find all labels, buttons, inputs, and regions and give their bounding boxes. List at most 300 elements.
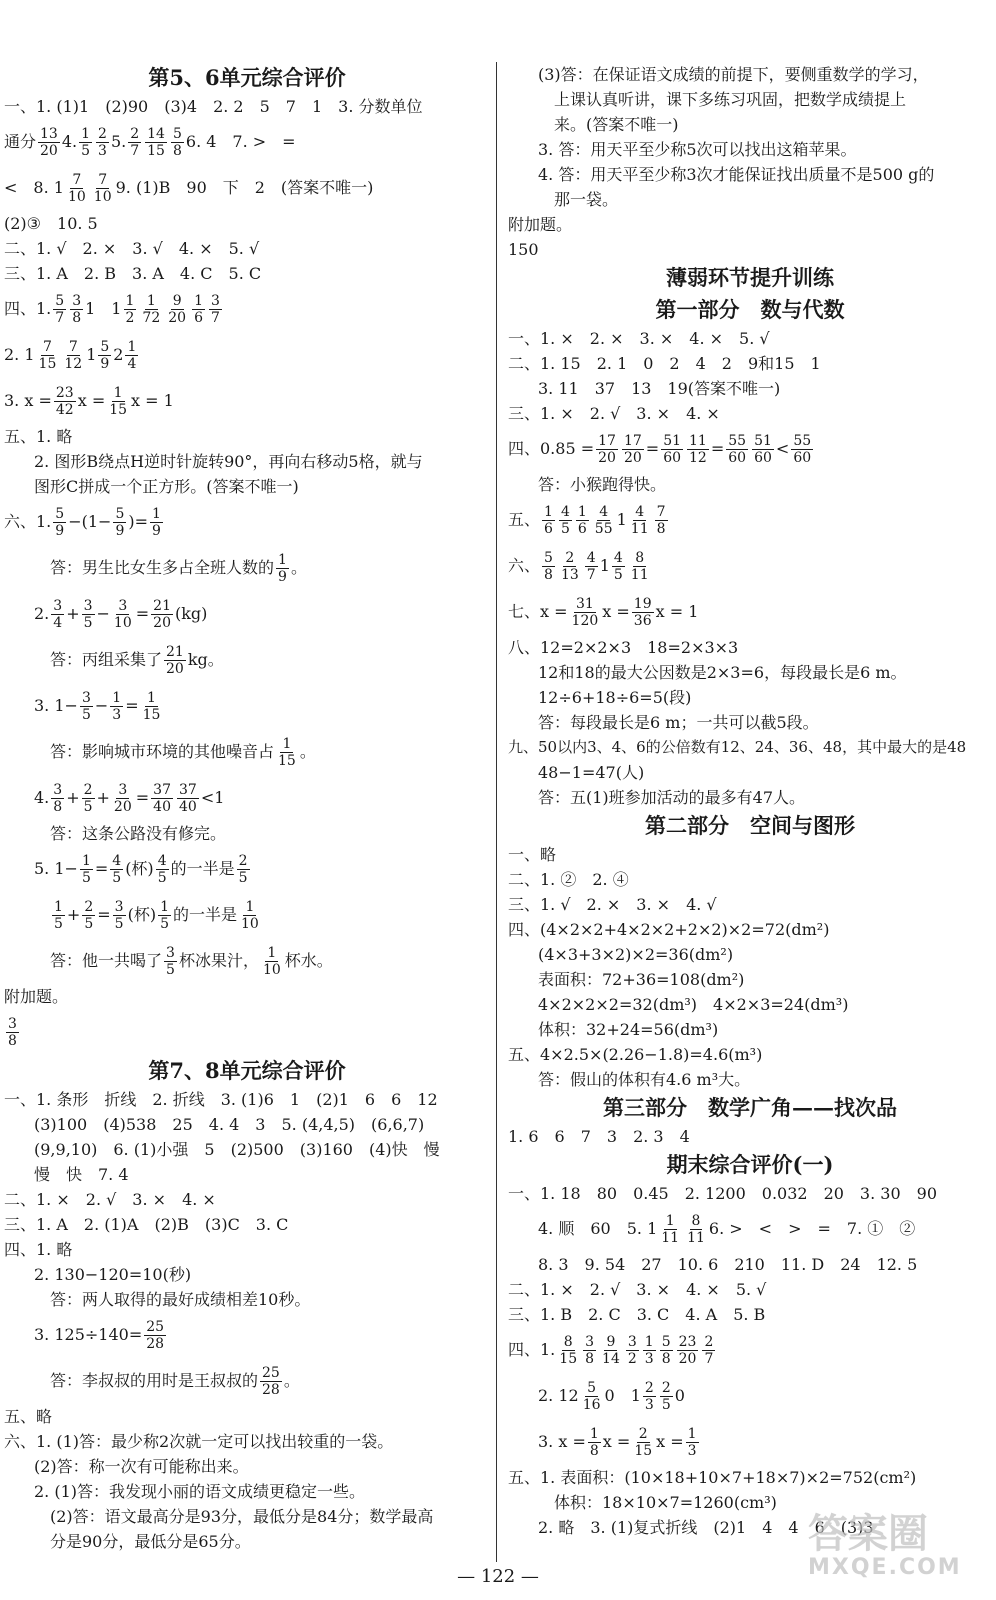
- fraction: [156, 853, 169, 886]
- fraction: [643, 1380, 656, 1413]
- fraction: [643, 1334, 656, 1367]
- denominator: 8: [53, 798, 63, 815]
- answer-text: 0: [674, 1386, 685, 1405]
- answer-line: 图形C拼成一个正方形。(答案不唯一): [34, 477, 299, 496]
- answer-text: 4.: [61, 132, 78, 151]
- numerator: 55: [728, 432, 747, 449]
- answer-line: 分是90分，最低分是65分。: [50, 1532, 251, 1551]
- denominator: 5: [84, 915, 94, 932]
- answer-text: 的一半是: [173, 905, 238, 924]
- numerator: 2: [130, 125, 140, 142]
- numerator: 2: [644, 1379, 654, 1396]
- numerator: 5: [172, 125, 182, 142]
- answer-line: [4, 729, 490, 775]
- answer-line: [4, 332, 490, 378]
- denominator: 5: [560, 520, 570, 537]
- answer-text: <1: [200, 788, 225, 807]
- fraction: [585, 550, 598, 583]
- fraction: [110, 690, 123, 723]
- answer-text: 七、x =: [508, 602, 568, 621]
- numerator: 4: [112, 852, 122, 869]
- numerator: 13: [40, 125, 58, 142]
- denominator: 20: [623, 449, 642, 466]
- answer-line: 答：这条公路没有修完。: [50, 824, 227, 843]
- answer-line: 表面积：72+36=108(dm²): [538, 970, 745, 989]
- fraction: [51, 782, 64, 815]
- denominator: 9: [100, 355, 110, 372]
- denominator: 28: [262, 1381, 280, 1398]
- section-subtitle: 第一部分 数与代数: [655, 297, 845, 322]
- denominator: 4: [53, 614, 63, 631]
- numerator: 14: [147, 125, 165, 142]
- numerator: 19: [633, 595, 652, 612]
- answer-line: 三、1. A 2. B 3. A 4. C 5. C: [4, 264, 262, 283]
- answer-text: 0 1: [604, 1386, 641, 1405]
- watermark-url: MXQE.COM: [808, 1555, 962, 1580]
- denominator: 20: [678, 1350, 697, 1367]
- answer-line: [508, 1419, 992, 1465]
- denominator: 40: [153, 798, 171, 815]
- answer-text: 1: [616, 510, 627, 529]
- answer-text: 6. 4 7. > =: [185, 132, 296, 151]
- page-number: — 122 —: [457, 1566, 539, 1587]
- denominator: 9: [278, 568, 287, 585]
- answer-line: [4, 846, 490, 892]
- numerator: 51: [663, 432, 682, 449]
- fraction: [632, 1426, 654, 1459]
- numerator: 7: [72, 171, 82, 188]
- answer-text: 3. x =: [4, 391, 52, 410]
- numerator: 2: [84, 898, 94, 915]
- numerator: 11: [689, 432, 707, 449]
- answer-text: x =: [602, 602, 630, 621]
- answer-line: [4, 165, 490, 211]
- denominator: 6: [577, 520, 587, 537]
- fraction: [581, 1380, 603, 1413]
- fraction: [52, 899, 65, 932]
- denominator: 8: [585, 1350, 595, 1367]
- answer-line: (2)③ 10. 5: [4, 214, 98, 233]
- section-title: 第二部分 空间与图形: [645, 813, 855, 838]
- denominator: 3: [644, 1350, 654, 1367]
- denominator: 5: [613, 566, 623, 583]
- denominator: 12: [689, 449, 707, 466]
- fraction: [140, 293, 162, 326]
- fraction: [702, 1334, 715, 1367]
- answer-line: 一、1. 18 80 0.45 2. 1200 0.032 20 3. 30 90: [508, 1184, 938, 1203]
- fraction: [158, 899, 171, 932]
- denominator: 7: [704, 1350, 714, 1367]
- denominator: 11: [661, 1229, 680, 1246]
- answer-text: x =: [656, 1432, 684, 1451]
- numerator: 7: [656, 503, 666, 520]
- numerator: 5: [115, 505, 125, 522]
- fraction: [80, 690, 93, 723]
- numerator: 1: [194, 292, 203, 309]
- numerator: 2: [638, 1425, 648, 1442]
- answer-text: 6. > < > = 7. ① ②: [708, 1219, 916, 1238]
- numerator: 4: [157, 852, 167, 869]
- answer-line: 3. 11 37 13 19(答案不唯一): [538, 379, 781, 398]
- answer-text: =: [135, 788, 150, 807]
- numerator: 5: [55, 292, 65, 309]
- section-title: 第三部分 数学广角——找次品: [603, 1095, 897, 1120]
- numerator: 1: [278, 551, 287, 568]
- watermark-logo: [808, 1512, 978, 1586]
- answer-line: 体积：18×10×7=1260(cm³): [554, 1493, 777, 1512]
- answer-text: kg。: [187, 650, 224, 669]
- fraction: [98, 339, 111, 372]
- denominator: 60: [663, 449, 682, 466]
- denominator: 72: [142, 309, 161, 326]
- answer-text: 1: [599, 556, 610, 575]
- fraction: [583, 1334, 596, 1367]
- denominator: 16: [582, 1396, 601, 1413]
- answer-line: 三、1. √ 2. × 3. × 4. √: [508, 895, 717, 914]
- denominator: 5: [661, 1396, 671, 1413]
- answer-text: 1 1: [85, 299, 122, 318]
- numerator: 2: [704, 1333, 714, 1350]
- fraction: [96, 126, 109, 159]
- answer-text: −(1−: [68, 512, 112, 531]
- numerator: 1: [245, 898, 255, 915]
- denominator: 5: [81, 142, 91, 159]
- fraction: [622, 433, 644, 466]
- fraction: [752, 433, 774, 466]
- answer-line: [4, 1312, 490, 1358]
- answer-line: 2. 略 3. (1)复式折线 (2)1 4 4 6 (3)3: [538, 1518, 874, 1537]
- numerator: 1: [160, 898, 169, 915]
- denominator: 8: [656, 520, 666, 537]
- answer-text: 四、1.: [508, 1340, 556, 1359]
- fraction: [612, 550, 625, 583]
- column-divider: [496, 62, 497, 1562]
- answer-line: 1. 6 6 7 3 2. 3 4: [508, 1127, 690, 1146]
- answer-line: [508, 426, 992, 472]
- numerator: 3: [53, 781, 63, 798]
- answer-text: 2: [113, 345, 124, 364]
- answer-line: 附加题。: [4, 987, 69, 1006]
- fraction: [660, 1334, 673, 1367]
- denominator: 8: [661, 1350, 671, 1367]
- answer-text: 3. 125÷140=: [34, 1325, 143, 1344]
- answer-text: 六、1.: [4, 512, 52, 531]
- answer-text: 1: [86, 345, 97, 364]
- answer-line: 2. 130−120=10(秒): [34, 1265, 192, 1284]
- numerator: 17: [598, 432, 616, 449]
- right-column: [508, 62, 992, 1540]
- denominator: 120: [571, 612, 599, 629]
- fraction: [570, 596, 601, 629]
- denominator: 3: [98, 142, 107, 159]
- numerator: 25: [146, 1318, 165, 1335]
- denominator: 42: [55, 401, 74, 418]
- denominator: 15: [38, 355, 57, 372]
- watermark-text: 答案圈: [808, 1511, 928, 1557]
- numerator: 2: [565, 549, 575, 566]
- answer-line: [4, 499, 490, 545]
- numerator: 37: [178, 781, 197, 798]
- fraction: [192, 293, 205, 326]
- answer-line: 8. 3 9. 54 27 10. 6 210 11. D 24 12. 5: [538, 1255, 918, 1274]
- numerator: 3: [53, 597, 63, 614]
- answer-line: 那一袋。: [554, 190, 619, 209]
- fraction: [144, 1319, 166, 1352]
- denominator: 2: [627, 1350, 637, 1367]
- answer-text: 2. 1: [4, 345, 35, 364]
- denominator: 36: [633, 612, 652, 629]
- answer-text: +: [66, 788, 80, 807]
- section-title: 第5、6单元综合评价: [148, 65, 346, 90]
- denominator: 13: [560, 566, 579, 583]
- fraction: [209, 293, 222, 326]
- denominator: 20: [598, 449, 616, 466]
- fraction: [166, 293, 188, 326]
- answer-line: (9,9,10) 6. (1)小强 5 (2)500 (3)160 (4)快 慢: [34, 1140, 440, 1159]
- answer-text: 5. 1−: [34, 859, 78, 878]
- fraction: [726, 433, 748, 466]
- numerator: 3: [118, 781, 128, 798]
- answer-line: 三、1. B 2. C 3. C 4. A 5. B: [508, 1305, 766, 1324]
- denominator: 20: [168, 309, 187, 326]
- denominator: 15: [142, 706, 161, 723]
- fraction: [54, 385, 76, 418]
- denominator: 15: [634, 1442, 653, 1459]
- numerator: 3: [118, 597, 128, 614]
- denominator: 15: [109, 401, 128, 418]
- fraction: [110, 853, 123, 886]
- fraction: [80, 853, 93, 886]
- fraction: [626, 1334, 639, 1367]
- denominator: 11: [687, 1229, 705, 1246]
- numerator: 21: [153, 597, 171, 614]
- answer-line: (2)答：称一次有可能称出来。: [34, 1457, 249, 1476]
- denominator: 10: [93, 188, 112, 205]
- answer-line: 48−1=47(人): [538, 763, 645, 782]
- denominator: 10: [241, 915, 259, 932]
- numerator: 8: [563, 1333, 573, 1350]
- denominator: 15: [559, 1350, 578, 1367]
- denominator: 10: [262, 961, 281, 978]
- denominator: 55: [594, 520, 613, 537]
- answer-line: [4, 545, 490, 591]
- denominator: 3: [644, 1396, 654, 1413]
- answer-text: 9. (1)B 90 下 2 (答案不唯一): [115, 178, 374, 197]
- numerator: 4: [599, 503, 609, 520]
- denominator: 60: [754, 449, 772, 466]
- answer-line: 答：小猴跑得快。: [538, 475, 667, 494]
- fraction: [128, 126, 141, 159]
- denominator: 14: [602, 1350, 620, 1367]
- denominator: 8: [8, 1032, 17, 1049]
- answer-text: < 8. 1: [4, 178, 64, 197]
- fraction: [632, 596, 654, 629]
- answer-text: 杯水。: [284, 951, 333, 970]
- fraction: [593, 504, 615, 537]
- answer-line: [4, 892, 490, 938]
- numerator: 1: [54, 898, 63, 915]
- section-title: 薄弱环节提升训练: [666, 265, 834, 290]
- denominator: 8: [72, 309, 82, 326]
- answer-line: 3. 答：用天平至少称5次可以找出这箱苹果。: [538, 140, 857, 159]
- numerator: 23: [55, 384, 74, 401]
- answer-line: 来。(答案不唯一): [554, 115, 679, 134]
- answer-text: 答：丙组采集了: [50, 650, 163, 669]
- answer-text: 答：他一共喝了: [50, 951, 163, 970]
- denominator: 60: [728, 449, 747, 466]
- fraction: [177, 782, 199, 815]
- fraction: [125, 339, 138, 372]
- denominator: 11: [630, 520, 649, 537]
- denominator: 9: [115, 522, 125, 539]
- answer-line: 五、4×2.5×(2.26−1.8)=4.6(m³): [508, 1045, 763, 1064]
- numerator: 31: [575, 595, 594, 612]
- answer-line: 五、1. 略: [4, 427, 73, 446]
- answer-line: [4, 286, 490, 332]
- answer-line: 4×2×2×2=32(dm³) 4×2×3=24(dm³): [538, 995, 849, 1014]
- fraction: [791, 433, 813, 466]
- answer-line: [508, 1206, 992, 1252]
- answer-line: 六、1. (1)答：最少称2次就一定可以找出较重的一袋。: [4, 1432, 394, 1451]
- answer-text: −: [96, 604, 110, 623]
- numerator: 7: [42, 338, 52, 355]
- denominator: 7: [130, 142, 140, 159]
- answer-text: 3. 1−: [34, 696, 78, 715]
- fraction: [62, 339, 84, 372]
- answer-text: x = 1: [655, 602, 699, 621]
- answer-line: 答：假山的体积有4.6 m³大。: [538, 1070, 751, 1089]
- answer-line: 4. 答：用天平至少称3次才能保证找出质量不是500 g的: [538, 165, 935, 184]
- denominator: 20: [40, 142, 58, 159]
- fraction: [239, 899, 261, 932]
- numerator: 1: [113, 384, 123, 401]
- numerator: 1: [665, 1212, 675, 1229]
- numerator: 3: [627, 1333, 637, 1350]
- denominator: 6: [194, 309, 203, 326]
- fraction: [687, 433, 709, 466]
- denominator: 10: [113, 614, 132, 631]
- answer-line: 附加题。: [508, 215, 573, 234]
- answer-line: 一、1. 条形 折线 2. 折线 3. (1)6 1 (2)1 6 6 12: [4, 1090, 438, 1109]
- answer-line: 四、(4×2×2+4×2×2+2×2)×2=72(dm²): [508, 920, 830, 939]
- answer-text: <: [775, 439, 790, 458]
- answer-line: 二、1. × 2. √ 3. × 4. × 5. √: [508, 1280, 767, 1299]
- answer-line: 五、略: [4, 1407, 53, 1426]
- numerator: 25: [262, 1364, 280, 1381]
- answer-line: 答：两人取得的最好成绩相差10秒。: [50, 1290, 311, 1309]
- fraction: [112, 782, 134, 815]
- denominator: 15: [147, 142, 165, 159]
- numerator: 1: [644, 1333, 654, 1350]
- fraction: [171, 126, 184, 159]
- section-title: 第7、8单元综合评价: [148, 1058, 346, 1083]
- denominator: 5: [114, 915, 124, 932]
- numerator: 9: [606, 1333, 616, 1350]
- answer-text: )=: [128, 512, 149, 531]
- answer-line: 12÷6+18÷6=5(段): [538, 688, 692, 707]
- fraction: [145, 126, 167, 159]
- answer-line: 一、略: [508, 845, 557, 864]
- answer-text: =: [94, 859, 109, 878]
- numerator: 7: [68, 338, 78, 355]
- denominator: 7: [55, 309, 65, 326]
- answer-text: 答：李叔叔的用时是王叔叔的: [50, 1371, 259, 1390]
- fraction: [600, 1334, 622, 1367]
- answer-text: 。: [283, 1371, 300, 1390]
- numerator: 2: [661, 1379, 671, 1396]
- answer-line: 二、1. 15 2. 1 0 2 4 2 9和15 1: [508, 354, 821, 373]
- numerator: 1: [152, 505, 161, 522]
- fraction: [107, 385, 129, 418]
- answer-line: 三、1. × 2. √ 3. × 4. ×: [508, 404, 720, 423]
- answer-text: 4. 顺 60 5. 1: [538, 1219, 658, 1238]
- numerator: 9: [172, 292, 182, 309]
- fraction: [542, 504, 555, 537]
- answer-line: [508, 1327, 992, 1373]
- denominator: 12: [64, 355, 83, 372]
- numerator: 1: [267, 944, 277, 961]
- denominator: 3: [112, 706, 122, 723]
- numerator: 23: [678, 1333, 697, 1350]
- answer-line: 上课认真听讲，课下多练习巩固，把数学成绩提上: [554, 90, 907, 109]
- denominator: 9: [152, 522, 161, 539]
- answer-line: [508, 1373, 992, 1419]
- denominator: 4: [127, 355, 137, 372]
- denominator: 20: [166, 660, 184, 677]
- answer-line: 答：五(1)班参加活动的最多有47人。: [538, 788, 806, 807]
- numerator: 21: [166, 643, 184, 660]
- fraction: [82, 598, 95, 631]
- numerator: 5: [544, 549, 553, 566]
- answer-line: 2. 图形B绕点H逆时针旋转90°，再向右移动5格，就与: [34, 452, 423, 471]
- numerator: 51: [754, 432, 772, 449]
- answer-line: 四、1. 略: [4, 1240, 73, 1259]
- fraction: [677, 1334, 699, 1367]
- fraction: [112, 598, 134, 631]
- numerator: 17: [623, 432, 642, 449]
- fraction: [53, 293, 66, 326]
- denominator: 7: [211, 309, 220, 326]
- answer-text: 四、1.: [4, 299, 52, 318]
- answer-line: [4, 938, 490, 984]
- fraction: [92, 172, 114, 205]
- numerator: 5: [661, 1333, 671, 1350]
- answer-text: =: [97, 905, 111, 924]
- answer-line: [4, 119, 490, 165]
- fraction: [151, 598, 173, 631]
- answer-line: 五、1. 表面积：(10×18+10×7+18×7)×2=752(cm²): [508, 1468, 917, 1487]
- numerator: 2: [238, 852, 248, 869]
- answer-text: =: [645, 439, 660, 458]
- answer-line: 二、1. × 2. √ 3. × 4. ×: [4, 1190, 216, 1209]
- fraction: [576, 504, 589, 537]
- fraction: [686, 1426, 699, 1459]
- left-column: [4, 62, 490, 1554]
- fraction: [113, 899, 126, 932]
- answer-line: 答：每段最长是6 m；一共可以截5段。: [538, 713, 819, 732]
- answer-text: +: [66, 905, 81, 924]
- fraction: [685, 1213, 707, 1246]
- fraction: [38, 126, 60, 159]
- answer-text: x =: [602, 1432, 631, 1451]
- numerator: 3: [585, 1333, 595, 1350]
- answer-text: 答：男生比女生多占全班人数的: [50, 558, 275, 577]
- denominator: 5: [54, 915, 63, 932]
- fraction: [661, 433, 683, 466]
- answer-text: −: [94, 696, 109, 715]
- answer-line: 一、1. × 2. × 3. × 4. × 5. √: [508, 329, 770, 348]
- section-title: 期末综合评价(一): [666, 1152, 834, 1177]
